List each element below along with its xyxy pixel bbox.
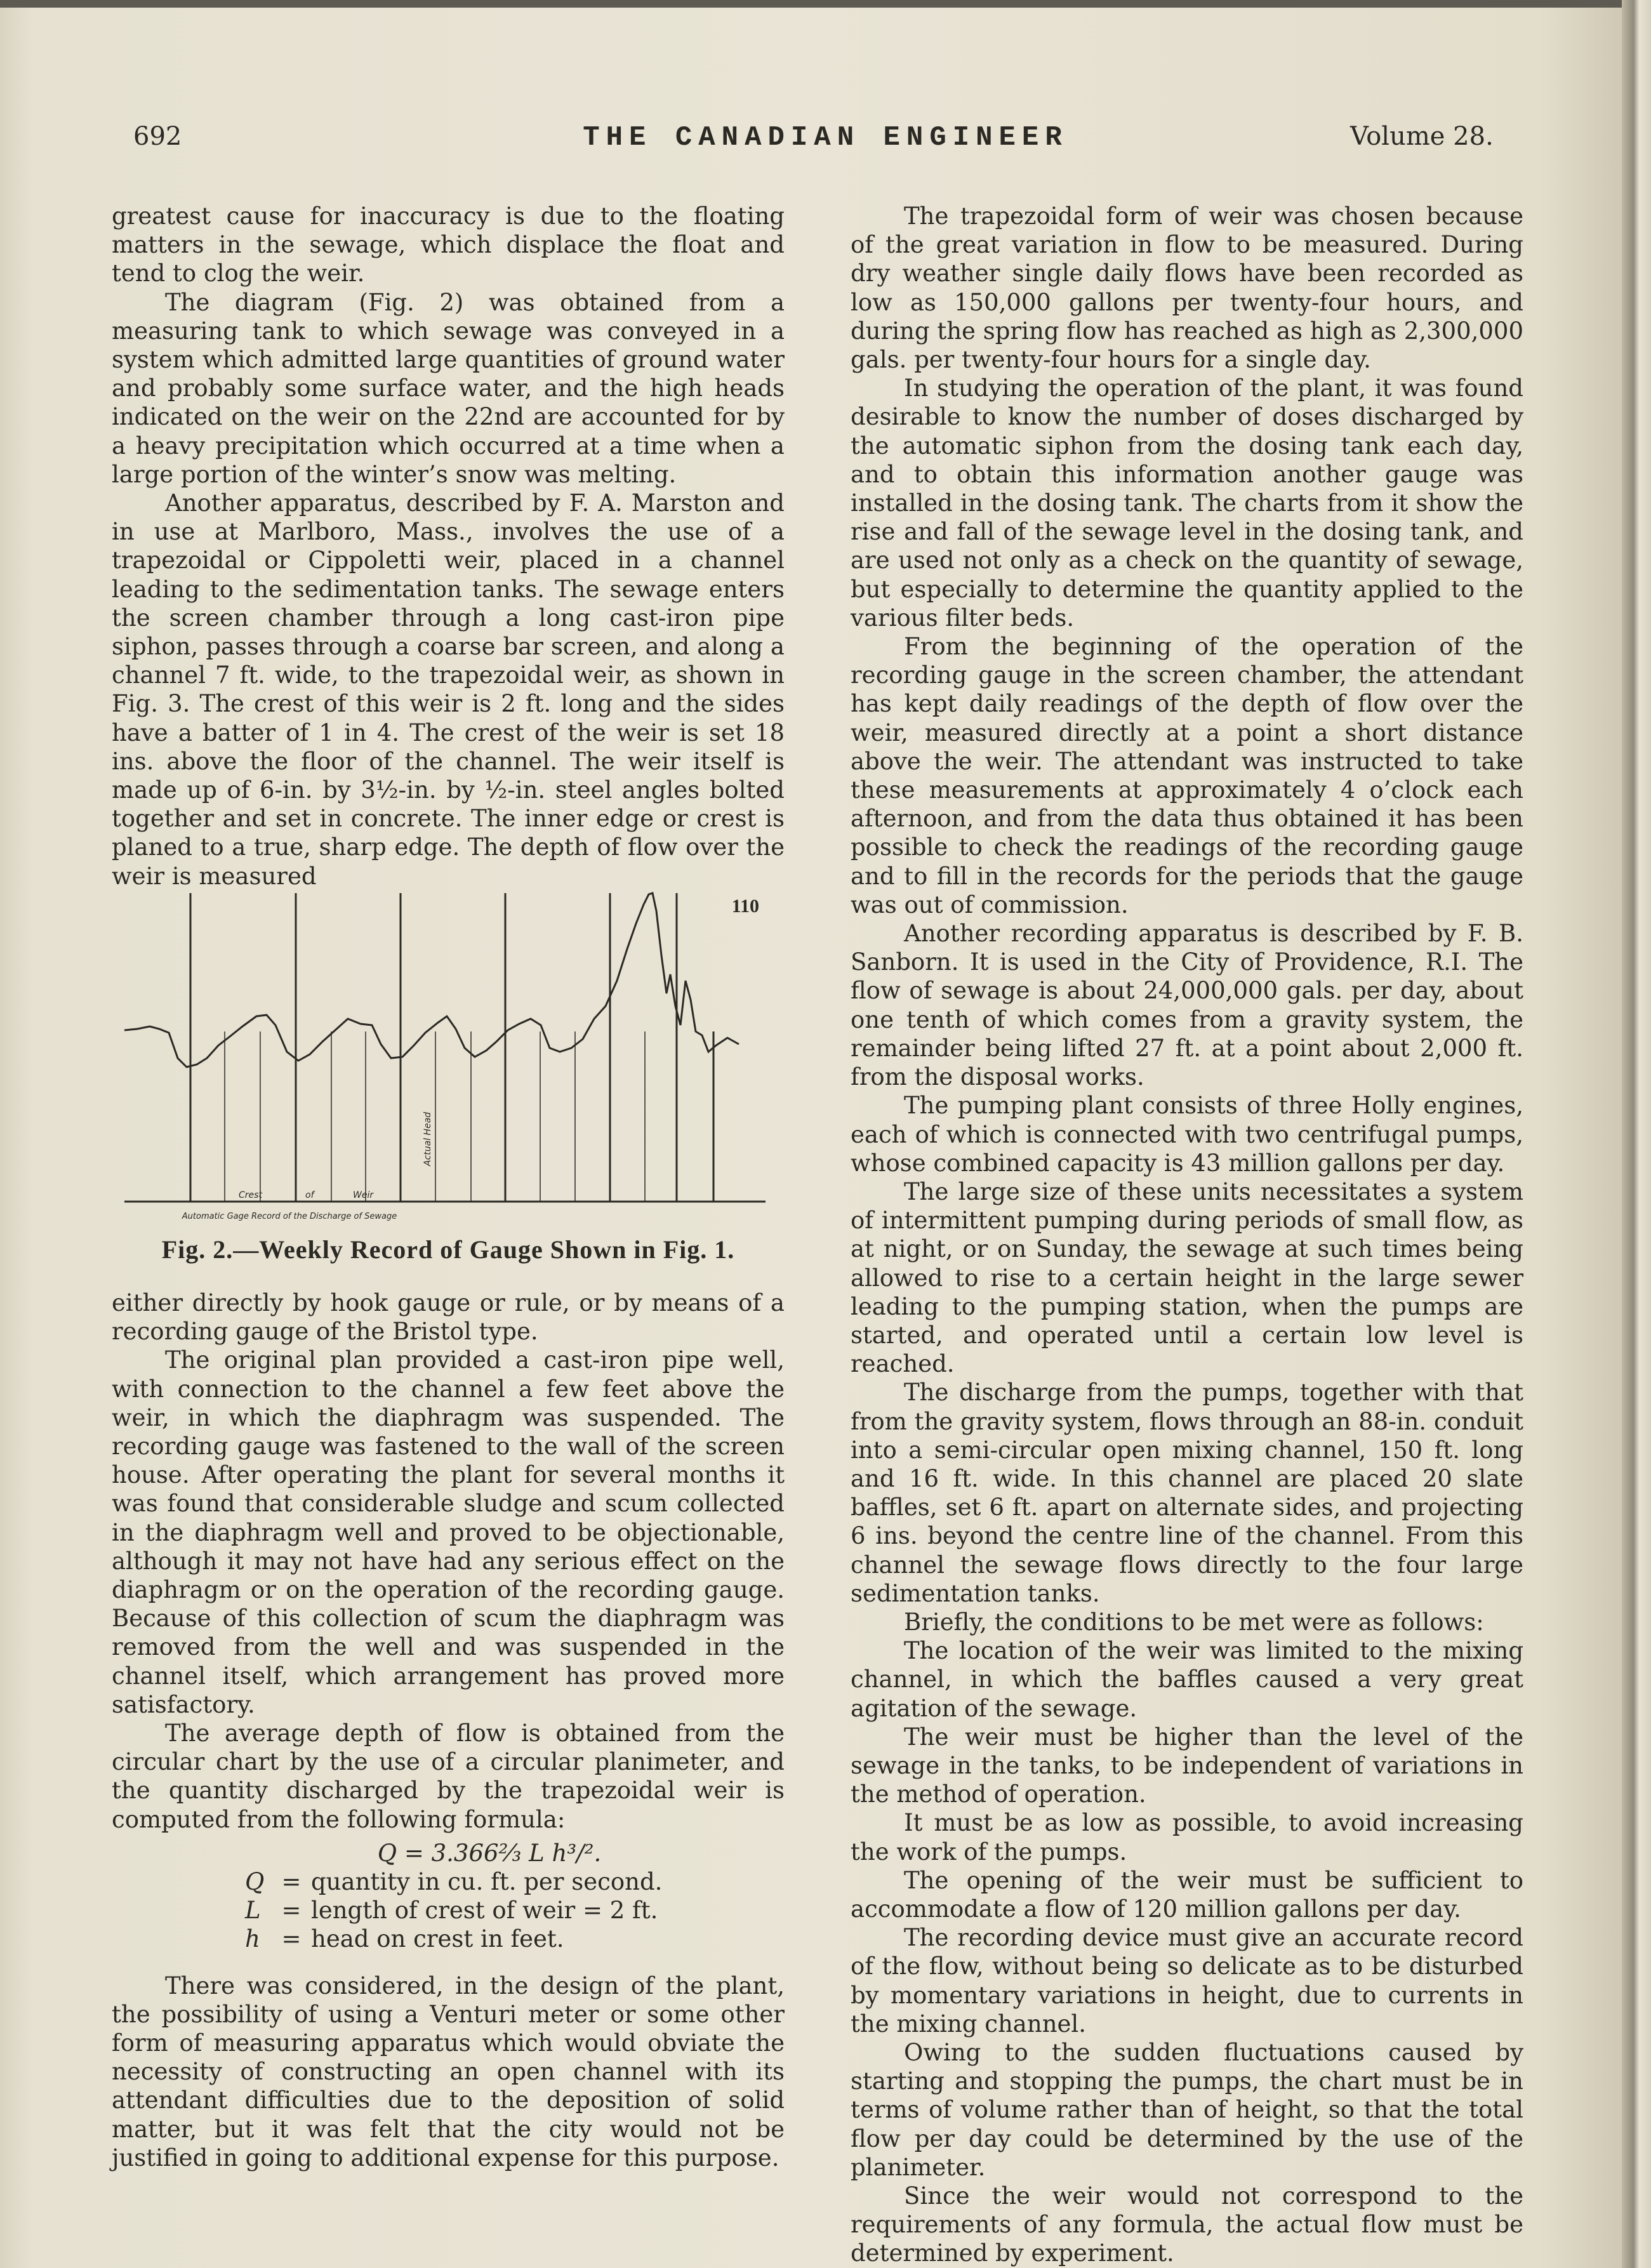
volume-label: Volume 28. [1350,122,1494,151]
paragraph: The discharge from the pumps, together with that from the gravity system, flows through an 88-in. conduit into a semi-circular open mixing channel, 150 ft. long and 16 ft. wide. In this channel are placed 20 slate baffles, set 6 ft. apart on alternate sides, and projecting 6 ins. beyond the centre line of the channel. From this channel the sewage flows directly to the four large sedimentation tanks. [851,1379,1523,1607]
paragraph: The recording device must give an accurate record of the flow, without being so delicate as to be disturbed by momentary variations in height, due to currents in the mixing channel. [851,1924,1523,2038]
paragraph: The large size of these units necessitates a system of intermittent pumping during periods of small flow, as at night, or on Sunday, the sewage at such times being allowed to rise to a certain height in the large sewer leading to the pumping station, when the pumps are started, and operated until a certain low level is reached. [851,1177,1523,1378]
paragraph: The diagram (Fig. 2) was obtained from a measuring tank to which sewage was conveyed in a system which admitted large quantities of ground water and probably some surface water, and the high heads indicated on the weir on the 22nd are accounted for by a heavy precipitation which occurred at a time when a large portion of the winter’s snow was melting. [112,288,785,488]
formula-symbol: L [245,1897,261,1925]
formula-equation: Q = 3.366⅔ L h³/². [377,1839,602,1867]
figure-caption: Fig. 2.—Weekly Record of Gauge Shown in Fig. 1. [161,1235,735,1264]
actual-head-label: Actual Head [423,1111,433,1166]
crest-label: of [305,1190,314,1200]
paragraph: There was considered, in the design of the plant, the possibility of using a Venturi meter or some other form of measuring apparatus which would obviate the necessity of constructing an open channel with its attendant difficulties due to the deposition of solid matter, but it was felt that the city would not be justified in going to additional expense for this purpose. [112,1972,785,2172]
top-border [0,0,1651,8]
page-number: 692 [133,122,182,151]
paragraph: greatest cause for inaccuracy is due to the floating matters in the sewage, which displace the float and tend to clog the weir. [112,202,785,288]
paragraph: Briefly, the conditions to be met were as follows: [904,1608,1484,1636]
formula-meaning: length of crest of weir = 2 ft. [311,1897,658,1925]
paragraph: It must be as low as possible, to avoid increasing the work of the pumps. [851,1809,1523,1866]
paragraph: From the beginning of the operation of the recording gauge in the screen chamber, the attendant has kept daily readings of the depth of flow over the weir, measured directly at a point a short distance above the weir. The attendant was instructed to take these measurements at approximately 4 o’clock each afternoon, and from the data thus obtained it has been possible to check the readings of the recording gauge and to fill in the records for the periods that the gauge was out of commission. [851,633,1523,918]
formula-meaning: quantity in cu. ft. per second. [311,1868,663,1896]
figure-2 [112,885,785,1264]
journal-title: THE CANADIAN ENGINEER [583,122,1068,154]
paragraph: The location of the weir was limited to the mixing channel, in which the baffles caused a very great agitation of the sewage. [851,1637,1523,1722]
formula-definition [245,1925,785,1953]
equals-sign: = [281,1868,302,1896]
paragraph: Another apparatus, described by F. A. Marston and in use at Marlboro, Mass., involves the use of a trapezoidal or Cippoletti weir, placed in a channel leading to the sedimentation tanks. The sewage enters the screen chamber through a long cast-iron pipe siphon, passes through a coarse bar screen, and along a channel 7 ft. wide, to the trapezoidal weir, as shown in Fig. 3. The crest of this weir is 2 ft. long and the sides have a batter of 1 in 4. The crest of the weir is set 18 ins. above the floor of the channel. The weir itself is made up of 6-in. by 3½-in. by ½-in. steel angles bolted together and set in concrete. The inner edge or crest is planed to a true, sharp edge. The depth of flow over the weir is measured [112,489,785,890]
paragraph: In studying the operation of the plant, it was found desirable to know the number of doses discharged by the automatic siphon from the dosing tank each day, and to obtain this information another gauge was installed in the dosing tank. The charts from it show the rise and fall of the sewage level in the dosing tank, and are used not only as a check on the quantity of sewage, but especially to determine the quantity applied to the various filter beds. [851,375,1523,632]
gauge-record-chart [112,885,785,1228]
formula-symbol: Q [245,1868,265,1896]
formula-meaning: head on crest in feet. [311,1925,564,1953]
paragraph: The pumping plant consists of three Holly engines, each of which is connected with two centrifugal pumps, whose combined capacity is 43 million gallons per day. [851,1092,1523,1177]
weir-formula [112,1839,785,1954]
paragraph: Another recording apparatus is described by F. B. Sanborn. It is used in the City of Providence, R.I. The flow of sewage is about 24,000,000 gals. per day, about one tenth of which comes from a gravity system, the remainder being lifted 27 ft. at a point about 2,000 ft. from the disposal works. [851,920,1523,1091]
formula-symbol: h [245,1925,260,1953]
formula-definition [245,1867,785,1896]
paragraph: The weir must be higher than the level of the sewage in the tanks, to be independent of variations in the method of operation. [851,1723,1523,1808]
left-column-top [112,202,785,891]
paragraph: The average depth of flow is obtained from the circular chart by the use of a circular planimeter, and the quantity discharged by the trapezoidal weir is computed from the following formula: [112,1720,785,1833]
paragraph: The opening of the weir must be sufficient to accommodate a flow of 120 million gallons per day. [851,1866,1523,1923]
equals-sign: = [281,1925,302,1953]
crest-label: Crest [239,1190,262,1200]
paragraph: Owing to the sudden fluctuations caused by starting and stopping the pumps, the chart must be in terms of volume rather than of height, so that the total flow per day could be determined by the use of the planimeter. [851,2039,1523,2181]
hour-lines [225,1031,645,1202]
right-column [851,202,1523,2268]
paragraph: Since the weir would not correspond to the requirements of any formula, the actual flow must be determined by experiment. [851,2182,1523,2267]
chart-bottom-label: Automatic Gage Record of the Discharge of Sewage [182,1212,397,1221]
left-column-bottom [112,1289,785,2172]
binding-edge [1622,0,1651,2268]
chart-corner-label: 110 [731,896,759,917]
gauge-trace [124,893,739,1067]
paragraph: The original plan provided a cast-iron pipe well, with connection to the channel a few feet above the weir, in which the diaphragm was suspended. The recording gauge was fastened to the wall of the screen house. After operating the plant for several months it was found that considerable sludge and scum collected in the diaphragm well and proved to be objectionable, although it may not have had any serious effect on the diaphragm or on the operation of the recording gauge. Because of this collection of scum the diaphragm was removed from the well and was suspended in the channel itself, which arrangement has proved more satisfactory. [112,1346,785,1718]
equals-sign: = [281,1897,302,1925]
crest-label: Weir [353,1190,374,1200]
paragraph: either directly by hook gauge or rule, or by means of a recording gauge of the Bristol type. [112,1289,785,1346]
paragraph: The trapezoidal form of weir was chosen because of the great variation in flow to be measured. During dry weather single daily flows have been recorded as low as 150,000 gallons per twenty-four hours, and during the spring flow has reached as high as 2,300,000 gals. per twenty-four hours for a single day. [851,202,1523,374]
formula-definition [245,1896,785,1925]
